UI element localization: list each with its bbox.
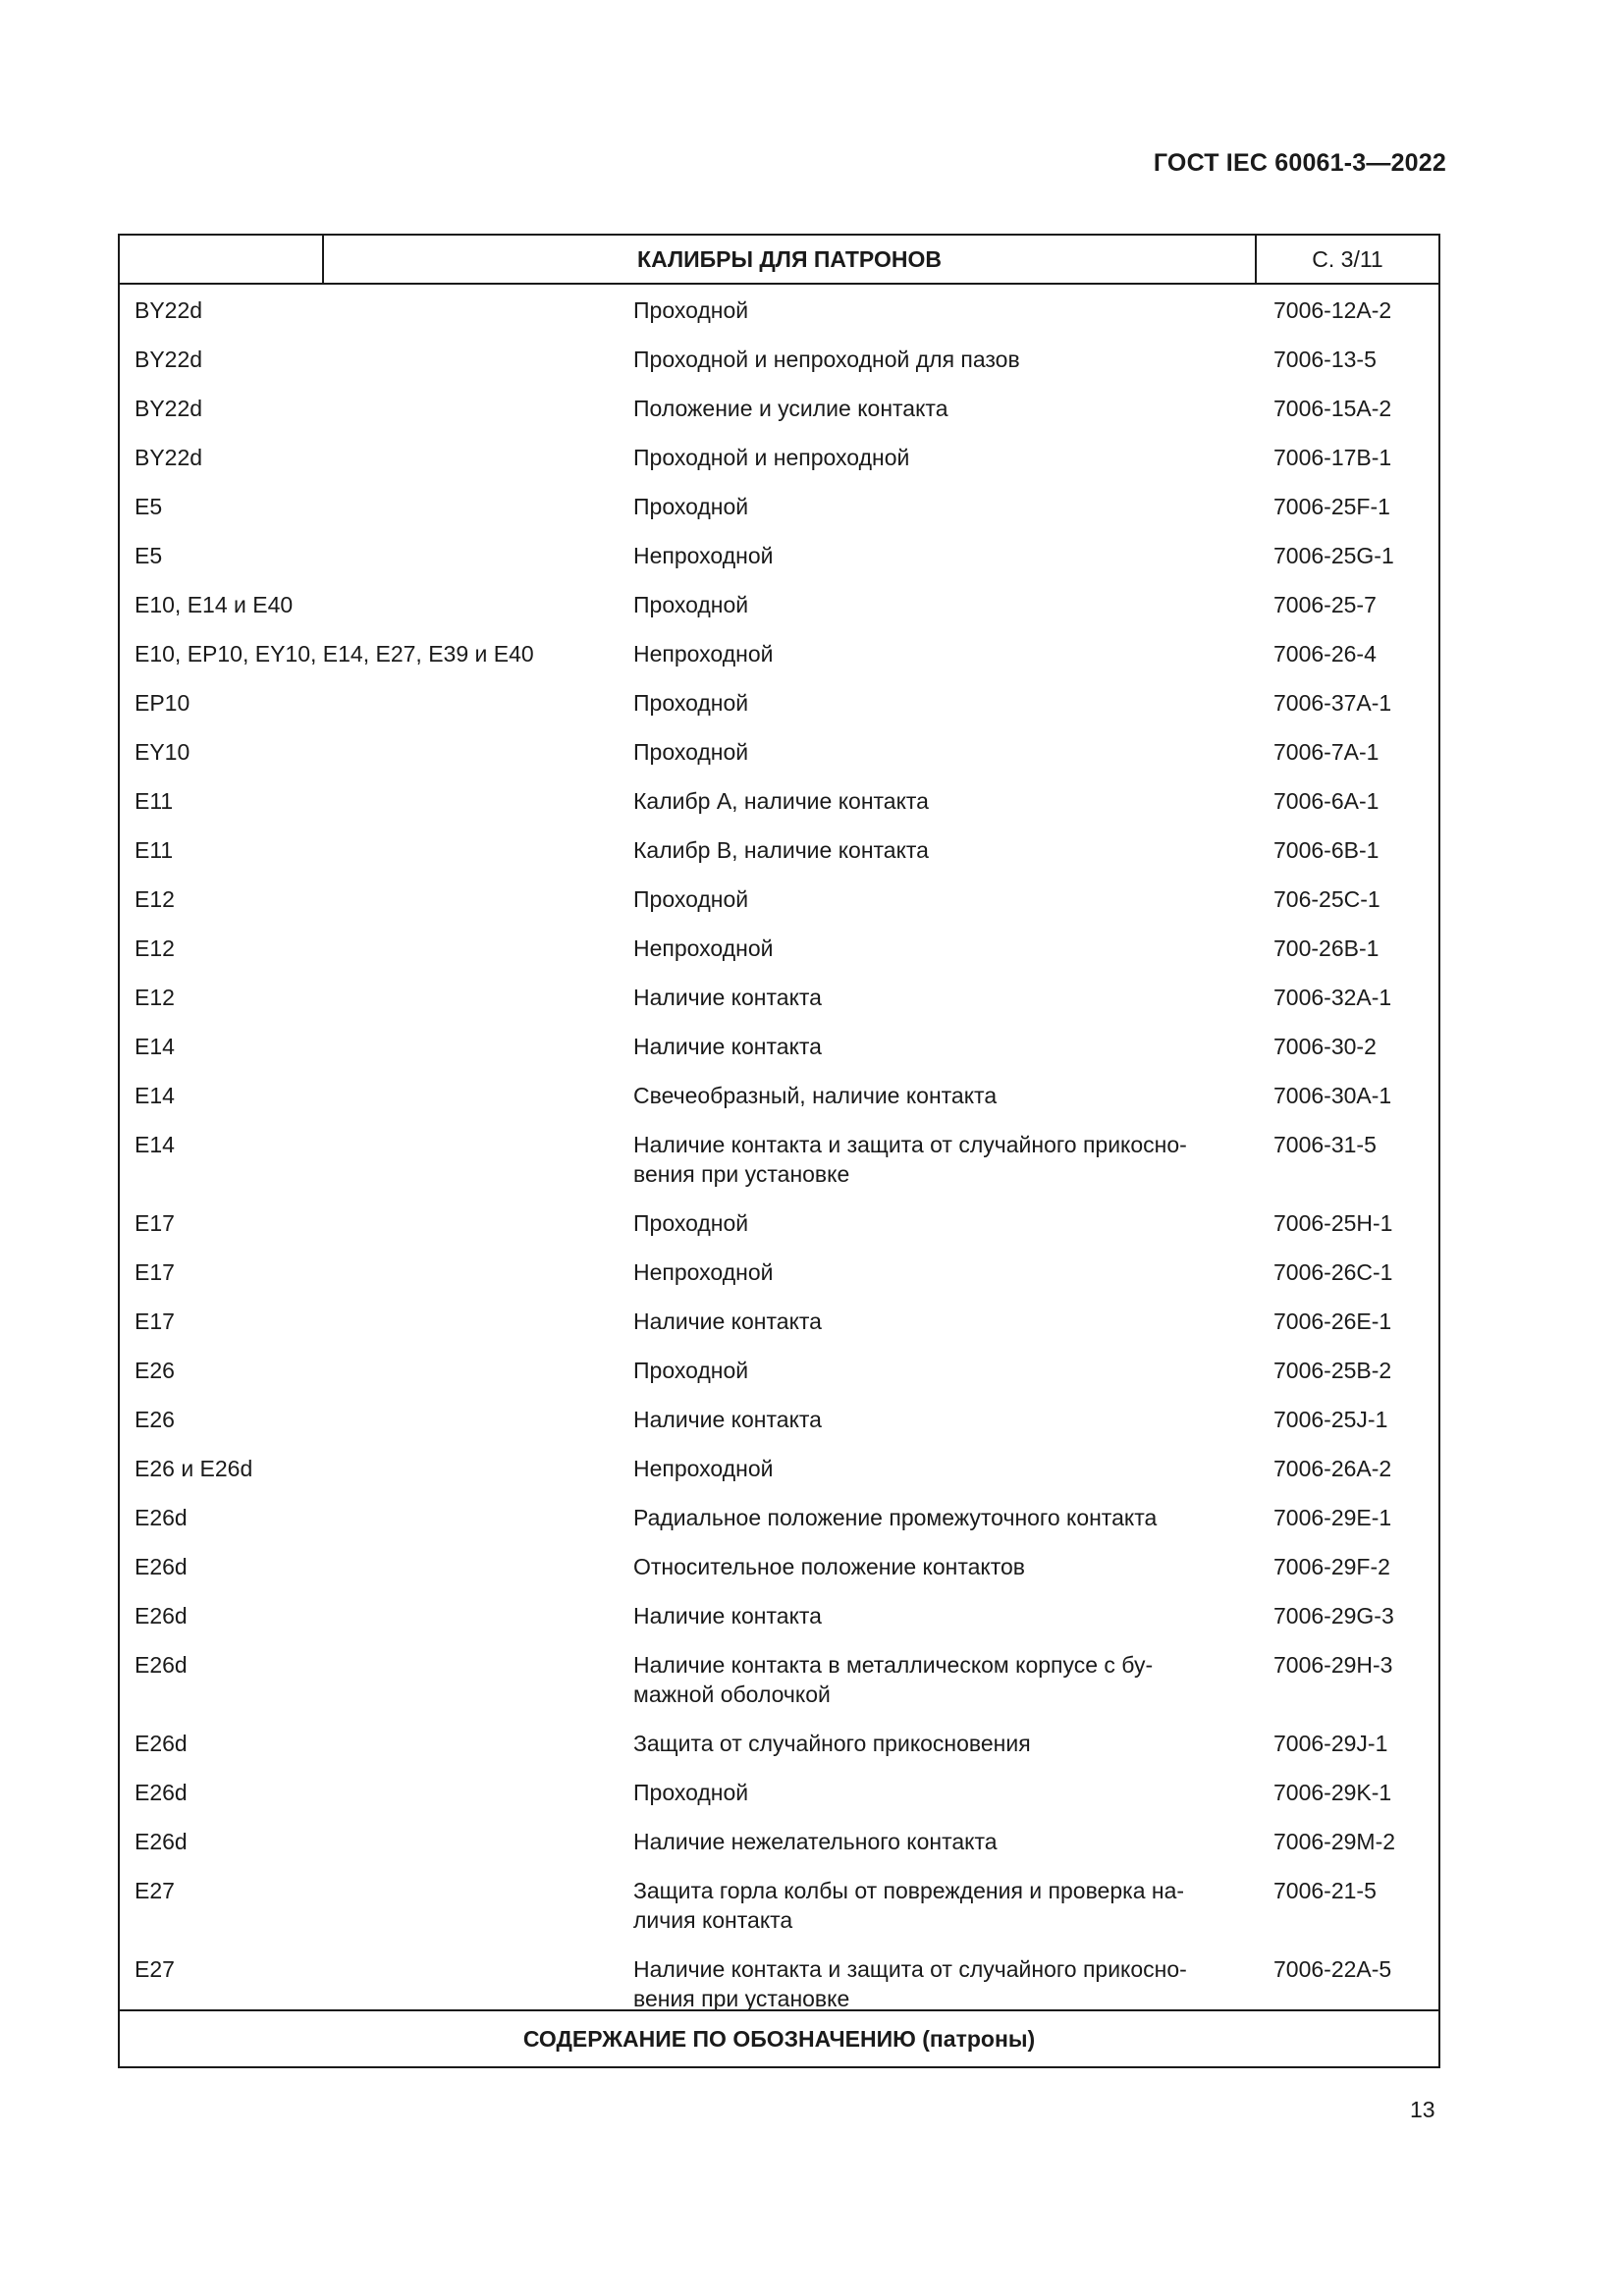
page-reference: С. 3/11 <box>1255 236 1438 283</box>
sheet-number-cell: 7006-26C-1 <box>1273 1259 1393 1285</box>
gauge-description-cell <box>633 1257 1260 1287</box>
sheet-number-cell: 7006-26-4 <box>1273 641 1377 667</box>
gauge-description-line: Наличие нежелательного контакта <box>633 1829 998 1854</box>
gauge-description-cell <box>633 1208 1260 1238</box>
sheet-number-cell: 7006-26E-1 <box>1273 1308 1392 1334</box>
lamp-base-cell: E27 <box>135 1878 175 1903</box>
lamp-base-cell: E14 <box>135 1132 175 1157</box>
sheet-number-cell: 7006-26A-2 <box>1273 1456 1392 1481</box>
gauge-description-cell <box>633 1503 1260 1532</box>
gauge-description-cell <box>633 541 1260 570</box>
gauge-description-cell <box>633 688 1260 718</box>
lamp-base-cell: E14 <box>135 1034 175 1059</box>
gauges-table <box>118 234 1440 2068</box>
gauge-description-line: Проходной <box>633 1358 749 1383</box>
gauge-description-line: Относительное положение контактов <box>633 1554 1025 1579</box>
gauge-description-cell <box>633 1454 1260 1483</box>
gauge-description-cell <box>633 394 1260 423</box>
sheet-number-cell: 7006-17B-1 <box>1273 445 1392 470</box>
gauge-description-cell <box>633 1356 1260 1385</box>
gauge-description-line: Непроходной <box>633 1456 774 1481</box>
gauge-description-cell <box>633 983 1260 1012</box>
lamp-base-cell: E10, EP10, EY10, E14, E27, E39 и E40 <box>135 641 534 667</box>
sheet-number-cell: 706-25C-1 <box>1273 886 1380 912</box>
gauge-description-cell <box>633 1405 1260 1434</box>
sheet-number-cell: 7006-29M-2 <box>1273 1829 1396 1854</box>
lamp-base-cell: E26d <box>135 1554 188 1579</box>
sheet-number-cell: 7006-25-7 <box>1273 592 1377 617</box>
sheet-number-cell: 7006-25H-1 <box>1273 1210 1393 1236</box>
sheet-number-cell: 7006-7A-1 <box>1273 739 1380 765</box>
gauge-description-cell <box>633 1650 1260 1709</box>
gauge-description-cell <box>633 1778 1260 1807</box>
gauge-description-line: личия контакта <box>633 1907 793 1933</box>
gauge-description-line: Радиальное положение промежуточного контакта <box>633 1505 1158 1530</box>
sheet-number-cell: 7006-31-5 <box>1273 1132 1377 1157</box>
sheet-number-cell: 7006-29J-1 <box>1273 1731 1388 1756</box>
sheet-number-cell: 7006-25F-1 <box>1273 494 1390 519</box>
lamp-base-cell: E26d <box>135 1505 188 1530</box>
gauge-description-line: Положение и усилие контакта <box>633 396 948 421</box>
gauge-description-line: Наличие контакта <box>633 1308 822 1334</box>
gauge-description-line: мажной оболочкой <box>633 1682 831 1707</box>
lamp-base-cell: E26 <box>135 1407 175 1432</box>
lamp-base-cell: E11 <box>135 837 174 863</box>
gauge-description-line: Проходной <box>633 1210 749 1236</box>
lamp-base-cell: E26d <box>135 1603 188 1629</box>
gauge-description-line: вения при установке <box>633 1161 850 1187</box>
lamp-base-cell: E10, E14 и E40 <box>135 592 294 617</box>
sheet-number-cell: 7006-29F-2 <box>1273 1554 1390 1579</box>
gauge-description-line: Проходной <box>633 494 749 519</box>
lamp-base-cell: E26 и E26d <box>135 1456 253 1481</box>
lamp-base-cell: BY22d <box>135 445 203 470</box>
gauge-description-line: Проходной <box>633 297 749 323</box>
sheet-number-cell: 7006-29E-1 <box>1273 1505 1392 1530</box>
gauge-description-line: Проходной <box>633 592 749 617</box>
gauge-description-line: Проходной и непроходной для пазов <box>633 347 1020 372</box>
lamp-base-cell: E26 <box>135 1358 175 1383</box>
sheet-number-cell: 7006-25B-2 <box>1273 1358 1392 1383</box>
gauge-description-line: Наличие контакта <box>633 1034 822 1059</box>
lamp-base-cell: E5 <box>135 494 163 519</box>
gauge-description-cell <box>633 492 1260 521</box>
lamp-base-cell: E26d <box>135 1731 188 1756</box>
gauge-description-line: Калибр А, наличие контакта <box>633 788 929 814</box>
sheet-number-cell: 7006-25G-1 <box>1273 543 1394 568</box>
gauge-description-line: Проходной <box>633 739 749 765</box>
sheet-number-cell: 7006-21-5 <box>1273 1878 1377 1903</box>
gauge-description-line: Проходной <box>633 1780 749 1805</box>
gauge-description-cell <box>633 590 1260 619</box>
gauge-description-line: Непроходной <box>633 543 774 568</box>
lamp-base-cell: E27 <box>135 1956 175 1982</box>
table-header <box>120 236 1438 285</box>
lamp-base-cell: BY22d <box>135 396 203 421</box>
sheet-number-cell: 7006-12A-2 <box>1273 297 1392 323</box>
gauge-description-line: Проходной <box>633 886 749 912</box>
document-code: ГОСТ IEC 60061-3—2022 <box>1153 149 1446 177</box>
lamp-base-cell: E17 <box>135 1210 175 1236</box>
sheet-number-cell: 7006-6B-1 <box>1273 837 1380 863</box>
lamp-base-cell: BY22d <box>135 297 203 323</box>
lamp-base-cell: EP10 <box>135 690 190 716</box>
lamp-base-cell: E17 <box>135 1308 175 1334</box>
lamp-base-cell: EY10 <box>135 739 190 765</box>
gauge-description-line: Непроходной <box>633 935 774 961</box>
gauge-description-line: Калибр В, наличие контакта <box>633 837 929 863</box>
sheet-number-cell: 7006-15A-2 <box>1273 396 1392 421</box>
sheet-number-cell: 7006-30A-1 <box>1273 1083 1392 1108</box>
sheet-number-cell: 7006-25J-1 <box>1273 1407 1388 1432</box>
table-footer-title: СОДЕРЖАНИЕ ПО ОБОЗНАЧЕНИЮ (патроны) <box>120 2009 1438 2066</box>
gauge-description-cell <box>633 443 1260 472</box>
sheet-number-cell: 7006-13-5 <box>1273 347 1377 372</box>
gauge-description-cell <box>633 737 1260 767</box>
gauge-description-cell <box>633 786 1260 816</box>
sheet-number-cell: 7006-29H-3 <box>1273 1652 1393 1678</box>
lamp-base-cell: E12 <box>135 985 175 1010</box>
gauge-description-line: Защита горла колбы от повреждения и проверка на- <box>633 1878 1185 1903</box>
sheet-number-cell: 7006-32A-1 <box>1273 985 1392 1010</box>
lamp-base-cell: E12 <box>135 886 175 912</box>
gauge-description-line: вения при установке <box>633 1986 850 2011</box>
lamp-base-cell: E26d <box>135 1652 188 1678</box>
gauge-description-cell <box>633 1954 1260 2013</box>
lamp-base-cell: E26d <box>135 1829 188 1854</box>
gauge-description-line: Наличие контакта <box>633 1407 822 1432</box>
gauge-description-cell <box>633 1032 1260 1061</box>
gauge-description-cell <box>633 884 1260 914</box>
lamp-base-cell: E5 <box>135 543 163 568</box>
sheet-number-cell: 7006-30-2 <box>1273 1034 1377 1059</box>
gauge-description-line: Наличие контакта <box>633 1603 822 1629</box>
gauge-description-line: Непроходной <box>633 641 774 667</box>
gauge-description-line: Свечеобразный, наличие контакта <box>633 1083 998 1108</box>
sheet-number-cell: 7006-22A-5 <box>1273 1956 1392 1982</box>
gauge-description-cell <box>633 345 1260 374</box>
sheet-number-cell: 7006-37A-1 <box>1273 690 1392 716</box>
gauge-description-cell <box>633 1307 1260 1336</box>
gauge-description-cell <box>633 1729 1260 1758</box>
lamp-base-cell: E14 <box>135 1083 175 1108</box>
gauge-description-cell <box>633 1130 1260 1189</box>
gauge-description-cell <box>633 934 1260 963</box>
gauge-description-cell <box>633 1827 1260 1856</box>
lamp-base-cell: E17 <box>135 1259 175 1285</box>
gauge-description-cell <box>633 295 1260 325</box>
gauge-description-line: Наличие контакта <box>633 985 822 1010</box>
gauge-description-cell <box>633 639 1260 668</box>
header-empty-cell <box>120 236 324 283</box>
gauge-description-line: Наличие контакта и защита от случайного прикосно- <box>633 1132 1187 1157</box>
gauge-description-line: Защита от случайного прикосновения <box>633 1731 1031 1756</box>
lamp-base-cell: BY22d <box>135 347 203 372</box>
gauge-description-cell <box>633 835 1260 865</box>
gauge-description-line: Проходной и непроходной <box>633 445 910 470</box>
lamp-base-cell: E26d <box>135 1780 188 1805</box>
page-number: 13 <box>1410 2097 1435 2122</box>
gauge-description-line: Проходной <box>633 690 749 716</box>
gauge-description-cell <box>633 1081 1260 1110</box>
gauge-description-line: Непроходной <box>633 1259 774 1285</box>
lamp-base-cell: E11 <box>135 788 174 814</box>
sheet-number-cell: 700-26B-1 <box>1273 935 1380 961</box>
gauge-description-cell <box>633 1876 1260 1935</box>
table-title: КАЛИБРЫ ДЛЯ ПАТРОНОВ <box>637 245 942 272</box>
lamp-base-cell: E12 <box>135 935 175 961</box>
gauge-description-line: Наличие контакта и защита от случайного прикосно- <box>633 1956 1187 1982</box>
sheet-number-cell: 7006-29G-3 <box>1273 1603 1394 1629</box>
gauge-description-cell <box>633 1552 1260 1581</box>
sheet-number-cell: 7006-29K-1 <box>1273 1780 1392 1805</box>
gauge-description-cell <box>633 1601 1260 1630</box>
sheet-number-cell: 7006-6A-1 <box>1273 788 1380 814</box>
gauge-description-line: Наличие контакта в металлическом корпусе с бу- <box>633 1652 1154 1678</box>
